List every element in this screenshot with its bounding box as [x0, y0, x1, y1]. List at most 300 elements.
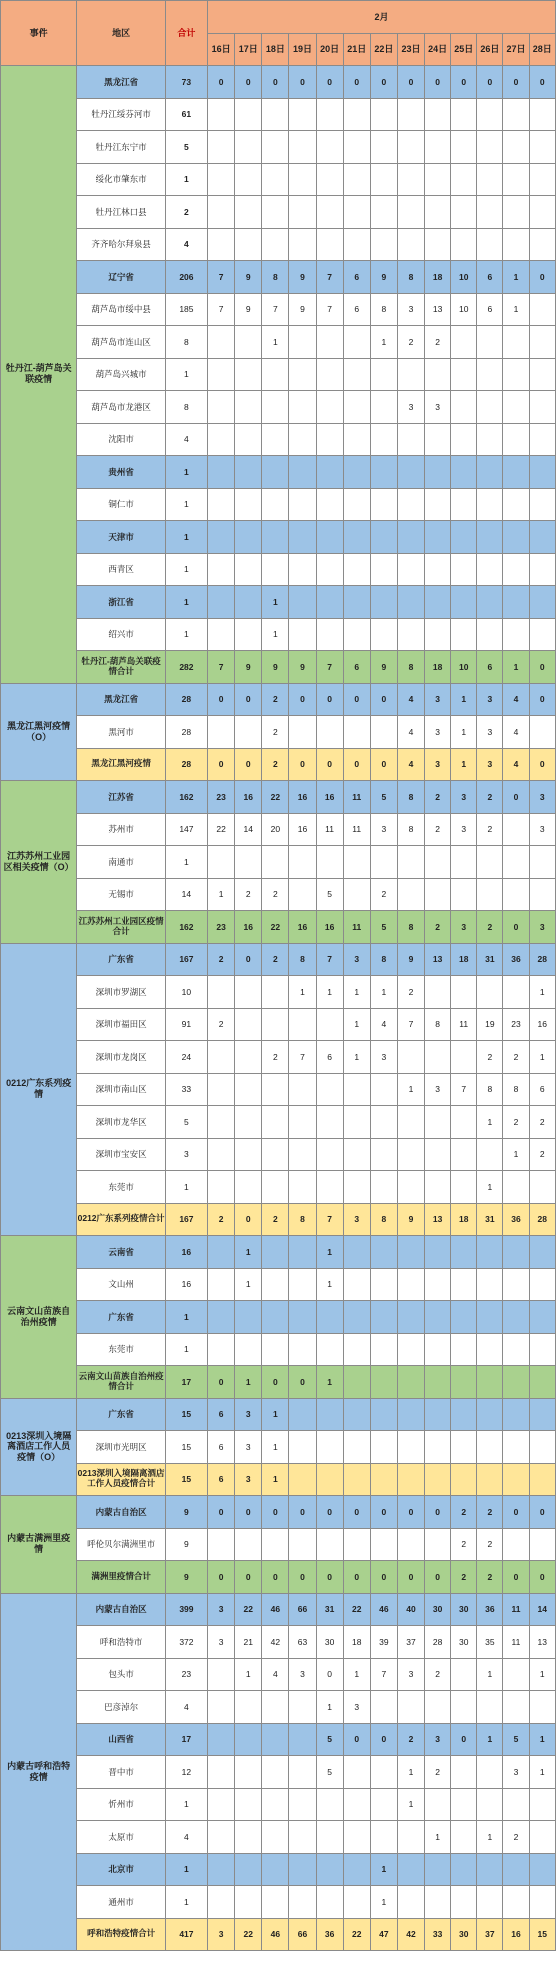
- day-cell: [262, 1821, 289, 1854]
- day-cell: 7: [316, 261, 343, 294]
- day-cell: [451, 456, 477, 489]
- day-cell: 11: [503, 1593, 529, 1626]
- region-label: 黑龙江省: [77, 683, 165, 716]
- day-cell: [289, 586, 316, 619]
- day-cell: [503, 846, 529, 879]
- day-cell: 0: [235, 1561, 262, 1594]
- row-total: 399: [165, 1593, 207, 1626]
- region-label: 贵州省: [77, 456, 165, 489]
- day-cell: [289, 1333, 316, 1366]
- day-cell: [397, 1333, 424, 1366]
- day-cell: [370, 423, 397, 456]
- day-cell: [316, 196, 343, 229]
- day-cell: [343, 1821, 370, 1854]
- day-cell: [477, 358, 503, 391]
- day-cell: 3: [529, 781, 555, 814]
- day-cell: 2: [451, 1496, 477, 1529]
- province-row: [1, 781, 556, 814]
- day-cell: [529, 1171, 555, 1204]
- row-total: 1: [165, 586, 207, 619]
- day-cell: [370, 1073, 397, 1106]
- day-cell: 0: [235, 943, 262, 976]
- day-cell: [235, 1073, 262, 1106]
- day-cell: [235, 456, 262, 489]
- day-cell: [451, 846, 477, 879]
- table-row: [1, 1041, 556, 1074]
- province-row: [1, 1853, 556, 1886]
- row-total: 15: [165, 1463, 207, 1496]
- day-cell: [503, 1431, 529, 1464]
- table-row: [1, 98, 556, 131]
- day-cell: [425, 131, 451, 164]
- day-cell: [503, 131, 529, 164]
- day-cell: 10: [451, 651, 477, 684]
- day-cell: [316, 1333, 343, 1366]
- day-cell: [343, 846, 370, 879]
- day-cell: 0: [503, 1561, 529, 1594]
- day-cell: 23: [208, 911, 235, 944]
- day-cell: [503, 326, 529, 359]
- day-cell: [289, 1853, 316, 1886]
- day-cell: 63: [289, 1626, 316, 1659]
- day-cell: 0: [370, 1561, 397, 1594]
- day-cell: [343, 423, 370, 456]
- day-cell: 5: [316, 1723, 343, 1756]
- day-cell: 2: [262, 716, 289, 749]
- day-cell: 13: [425, 943, 451, 976]
- day-cell: [235, 326, 262, 359]
- region-label: 黑龙江省: [77, 66, 165, 99]
- day-cell: 8: [262, 261, 289, 294]
- row-total: 1: [165, 618, 207, 651]
- day-cell: [370, 456, 397, 489]
- row-total: 17: [165, 1366, 207, 1399]
- day-cell: [397, 1041, 424, 1074]
- row-total: 1: [165, 488, 207, 521]
- region-label: 葫芦岛兴城市: [77, 358, 165, 391]
- day-cell: 7: [289, 1041, 316, 1074]
- day-cell: [425, 1463, 451, 1496]
- day-cell: [425, 1041, 451, 1074]
- day-cell: 8: [503, 1073, 529, 1106]
- region-label: 牡丹江-葫芦岛关联疫情合计: [77, 651, 165, 684]
- row-total: 33: [165, 1073, 207, 1106]
- region-label: 深圳市光明区: [77, 1431, 165, 1464]
- day-cell: [208, 196, 235, 229]
- day-cell: [262, 553, 289, 586]
- row-total: 1: [165, 1171, 207, 1204]
- day-cell: [477, 1886, 503, 1919]
- day-cell: 0: [262, 1561, 289, 1594]
- day-cell: 2: [451, 1528, 477, 1561]
- day-cell: [235, 1333, 262, 1366]
- row-total: 4: [165, 1691, 207, 1724]
- day-cell: [397, 1398, 424, 1431]
- day-cell: 3: [477, 683, 503, 716]
- table-row: [1, 358, 556, 391]
- day-cell: 42: [397, 1918, 424, 1951]
- day-cell: [289, 1463, 316, 1496]
- day-cell: [289, 456, 316, 489]
- province-row: [1, 1236, 556, 1269]
- day-cell: [208, 1301, 235, 1334]
- region-label: 巴彦淖尔: [77, 1691, 165, 1724]
- day-cell: [425, 456, 451, 489]
- day-cell: 1: [397, 1756, 424, 1789]
- row-total: 5: [165, 131, 207, 164]
- day-cell: [370, 1528, 397, 1561]
- day-cell: [235, 1886, 262, 1919]
- day-cell: 1: [397, 1788, 424, 1821]
- day-cell: [425, 1333, 451, 1366]
- day-cell: 0: [343, 1723, 370, 1756]
- day-cell: [370, 1398, 397, 1431]
- region-label: 呼和浩特疫情合计: [77, 1918, 165, 1951]
- day-cell: 4: [397, 716, 424, 749]
- row-total: 1: [165, 1333, 207, 1366]
- day-cell: 37: [477, 1918, 503, 1951]
- day-cell: [316, 228, 343, 261]
- day-cell: [503, 456, 529, 489]
- day-cell: 8: [397, 261, 424, 294]
- day-cell: [208, 976, 235, 1009]
- day-cell: 0: [425, 1496, 451, 1529]
- day-cell: 3: [397, 1658, 424, 1691]
- day-cell: [397, 1431, 424, 1464]
- day-cell: [425, 1398, 451, 1431]
- day-cell: 0: [316, 1496, 343, 1529]
- day-cell: 0: [208, 683, 235, 716]
- day-cell: [451, 1691, 477, 1724]
- day-cell: 1: [316, 1366, 343, 1399]
- day-cell: [529, 1268, 555, 1301]
- region-label: 葫芦岛市连山区: [77, 326, 165, 359]
- day-cell: [451, 586, 477, 619]
- day-cell: [316, 553, 343, 586]
- day-cell: [316, 618, 343, 651]
- province-row: [1, 943, 556, 976]
- day-cell: [262, 521, 289, 554]
- day-cell: [425, 488, 451, 521]
- table-row: [1, 228, 556, 261]
- day-cell: [370, 228, 397, 261]
- day-cell: [425, 1853, 451, 1886]
- day-cell: 66: [289, 1918, 316, 1951]
- day-cell: [289, 1171, 316, 1204]
- day-cell: [477, 1236, 503, 1269]
- table-row: [1, 1886, 556, 1919]
- day-cell: 1: [529, 976, 555, 1009]
- day-cell: [370, 1333, 397, 1366]
- day-cell: 0: [370, 1496, 397, 1529]
- row-total: 17: [165, 1723, 207, 1756]
- day-cell: [316, 423, 343, 456]
- day-cell: 1: [529, 1658, 555, 1691]
- day-cell: 4: [262, 1658, 289, 1691]
- day-cell: [503, 358, 529, 391]
- region-label: 牡丹江绥芬河市: [77, 98, 165, 131]
- day-cell: [343, 1528, 370, 1561]
- day-cell: 5: [503, 1723, 529, 1756]
- day-cell: 20: [262, 813, 289, 846]
- day-cell: 47: [370, 1918, 397, 1951]
- day-cell: 0: [289, 683, 316, 716]
- day-cell: [208, 1268, 235, 1301]
- day-cell: 3: [451, 911, 477, 944]
- day-cell: 2: [425, 781, 451, 814]
- day-cell: 22: [343, 1593, 370, 1626]
- day-cell: 22: [343, 1918, 370, 1951]
- region-label: 牡丹江林口县: [77, 196, 165, 229]
- day-cell: 3: [343, 943, 370, 976]
- day-cell: 6: [477, 651, 503, 684]
- row-total: 9: [165, 1496, 207, 1529]
- day-cell: 2: [477, 1496, 503, 1529]
- day-cell: 11: [343, 911, 370, 944]
- day-cell: [289, 98, 316, 131]
- day-cell: [397, 1236, 424, 1269]
- day-cell: [503, 196, 529, 229]
- day-cell: 0: [208, 1366, 235, 1399]
- province-row: [1, 1723, 556, 1756]
- region-label: 深圳市南山区: [77, 1073, 165, 1106]
- day-cell: [289, 228, 316, 261]
- day-cell: [316, 131, 343, 164]
- day-cell: 7: [208, 651, 235, 684]
- day-cell: 0: [451, 1723, 477, 1756]
- day-cell: [343, 1106, 370, 1139]
- province-row: [1, 456, 556, 489]
- row-total: 372: [165, 1626, 207, 1659]
- day-cell: [503, 1788, 529, 1821]
- day-cell: 10: [451, 261, 477, 294]
- day-cell: [262, 131, 289, 164]
- header-day: 24日: [425, 34, 451, 66]
- day-cell: [289, 618, 316, 651]
- day-cell: 8: [370, 1203, 397, 1236]
- subtotal-row: [1, 911, 556, 944]
- day-cell: 2: [503, 1041, 529, 1074]
- day-cell: [316, 1171, 343, 1204]
- day-cell: [262, 1106, 289, 1139]
- day-cell: [477, 586, 503, 619]
- day-cell: 0: [370, 683, 397, 716]
- day-cell: 3: [343, 1203, 370, 1236]
- day-cell: 0: [425, 1561, 451, 1594]
- day-cell: 1: [370, 976, 397, 1009]
- row-total: 8: [165, 391, 207, 424]
- day-cell: [397, 521, 424, 554]
- day-cell: 1: [451, 748, 477, 781]
- region-label: 绥化市肇东市: [77, 163, 165, 196]
- header-day: 18日: [262, 34, 289, 66]
- day-cell: [208, 423, 235, 456]
- day-cell: [370, 98, 397, 131]
- day-cell: 6: [343, 261, 370, 294]
- day-cell: 22: [235, 1918, 262, 1951]
- event-name: 黑龙江黑河疫情（O）: [1, 683, 77, 781]
- subtotal-row: [1, 1561, 556, 1594]
- day-cell: [529, 553, 555, 586]
- region-label: 满洲里疫情合计: [77, 1561, 165, 1594]
- day-cell: [208, 586, 235, 619]
- day-cell: [343, 1756, 370, 1789]
- day-cell: [425, 228, 451, 261]
- day-cell: 3: [208, 1918, 235, 1951]
- day-cell: 1: [343, 1658, 370, 1691]
- day-cell: [235, 1821, 262, 1854]
- day-cell: [289, 131, 316, 164]
- table-row: [1, 813, 556, 846]
- day-cell: [370, 1301, 397, 1334]
- day-cell: 14: [235, 813, 262, 846]
- region-label: 深圳市罗湖区: [77, 976, 165, 1009]
- region-label: 牡丹江东宁市: [77, 131, 165, 164]
- day-cell: [235, 391, 262, 424]
- day-cell: [289, 163, 316, 196]
- day-cell: [289, 1106, 316, 1139]
- table-row: [1, 326, 556, 359]
- day-cell: [235, 716, 262, 749]
- day-cell: [235, 586, 262, 619]
- day-cell: 7: [316, 651, 343, 684]
- table-row: [1, 1138, 556, 1171]
- table-row: [1, 1268, 556, 1301]
- day-cell: [397, 1528, 424, 1561]
- day-cell: [370, 131, 397, 164]
- day-cell: [451, 1756, 477, 1789]
- day-cell: 2: [477, 1528, 503, 1561]
- day-cell: 2: [262, 878, 289, 911]
- day-cell: 18: [451, 943, 477, 976]
- region-label: 黑龙江黑河疫情: [77, 748, 165, 781]
- day-cell: 7: [370, 1658, 397, 1691]
- header-region: 地区: [77, 1, 165, 66]
- day-cell: [477, 1853, 503, 1886]
- day-cell: [397, 196, 424, 229]
- day-cell: 42: [262, 1626, 289, 1659]
- day-cell: 30: [451, 1626, 477, 1659]
- header-day: 23日: [397, 34, 424, 66]
- day-cell: [235, 163, 262, 196]
- day-cell: [262, 1008, 289, 1041]
- day-cell: [451, 1333, 477, 1366]
- day-cell: 5: [316, 1756, 343, 1789]
- day-cell: 1: [503, 261, 529, 294]
- day-cell: [262, 1788, 289, 1821]
- day-cell: 31: [477, 1203, 503, 1236]
- day-cell: 2: [208, 943, 235, 976]
- day-cell: 0: [316, 66, 343, 99]
- day-cell: 3: [425, 1073, 451, 1106]
- region-label: 太原市: [77, 1821, 165, 1854]
- row-total: 4: [165, 1821, 207, 1854]
- day-cell: [503, 1463, 529, 1496]
- day-cell: 5: [316, 878, 343, 911]
- day-cell: [529, 878, 555, 911]
- day-cell: [262, 196, 289, 229]
- day-cell: [370, 618, 397, 651]
- province-row: [1, 586, 556, 619]
- day-cell: [235, 846, 262, 879]
- day-cell: 8: [397, 781, 424, 814]
- day-cell: 6: [529, 1073, 555, 1106]
- day-cell: [370, 1268, 397, 1301]
- day-cell: [370, 521, 397, 554]
- day-cell: [343, 1171, 370, 1204]
- day-cell: [343, 618, 370, 651]
- day-cell: [262, 423, 289, 456]
- day-cell: [477, 391, 503, 424]
- day-cell: 16: [316, 911, 343, 944]
- day-cell: [503, 1853, 529, 1886]
- day-cell: [425, 553, 451, 586]
- day-cell: [397, 1366, 424, 1399]
- day-cell: 16: [235, 781, 262, 814]
- day-cell: [208, 358, 235, 391]
- day-cell: [397, 1301, 424, 1334]
- row-total: 10: [165, 976, 207, 1009]
- row-total: 1: [165, 1301, 207, 1334]
- day-cell: [503, 586, 529, 619]
- day-cell: 11: [316, 813, 343, 846]
- day-cell: [451, 1236, 477, 1269]
- day-cell: 9: [289, 261, 316, 294]
- day-cell: [316, 1301, 343, 1334]
- day-cell: 0: [529, 1561, 555, 1594]
- day-cell: 0: [529, 683, 555, 716]
- day-cell: [235, 553, 262, 586]
- table-row: [1, 131, 556, 164]
- day-cell: 30: [451, 1918, 477, 1951]
- day-cell: 36: [503, 943, 529, 976]
- day-cell: [262, 1886, 289, 1919]
- day-cell: [477, 846, 503, 879]
- day-cell: [397, 553, 424, 586]
- day-cell: 4: [503, 716, 529, 749]
- day-cell: [208, 1333, 235, 1366]
- day-cell: [235, 1106, 262, 1139]
- day-cell: [289, 1236, 316, 1269]
- day-cell: 1: [289, 976, 316, 1009]
- day-cell: [343, 1853, 370, 1886]
- day-cell: [316, 586, 343, 619]
- day-cell: [289, 521, 316, 554]
- day-cell: [451, 358, 477, 391]
- day-cell: [451, 1138, 477, 1171]
- province-row: [1, 521, 556, 554]
- day-cell: [235, 1138, 262, 1171]
- day-cell: [529, 391, 555, 424]
- day-cell: [451, 1658, 477, 1691]
- day-cell: 5: [370, 911, 397, 944]
- row-total: 91: [165, 1008, 207, 1041]
- day-cell: 9: [370, 651, 397, 684]
- day-cell: [397, 1853, 424, 1886]
- day-cell: [425, 846, 451, 879]
- day-cell: 2: [262, 1041, 289, 1074]
- day-cell: 6: [477, 261, 503, 294]
- day-cell: [477, 196, 503, 229]
- day-cell: 1: [262, 326, 289, 359]
- day-cell: 0: [316, 1561, 343, 1594]
- region-label: 葫芦岛市龙港区: [77, 391, 165, 424]
- day-cell: 19: [477, 1008, 503, 1041]
- day-cell: [208, 1041, 235, 1074]
- day-cell: 0: [529, 261, 555, 294]
- day-cell: 0: [503, 66, 529, 99]
- day-cell: [262, 1073, 289, 1106]
